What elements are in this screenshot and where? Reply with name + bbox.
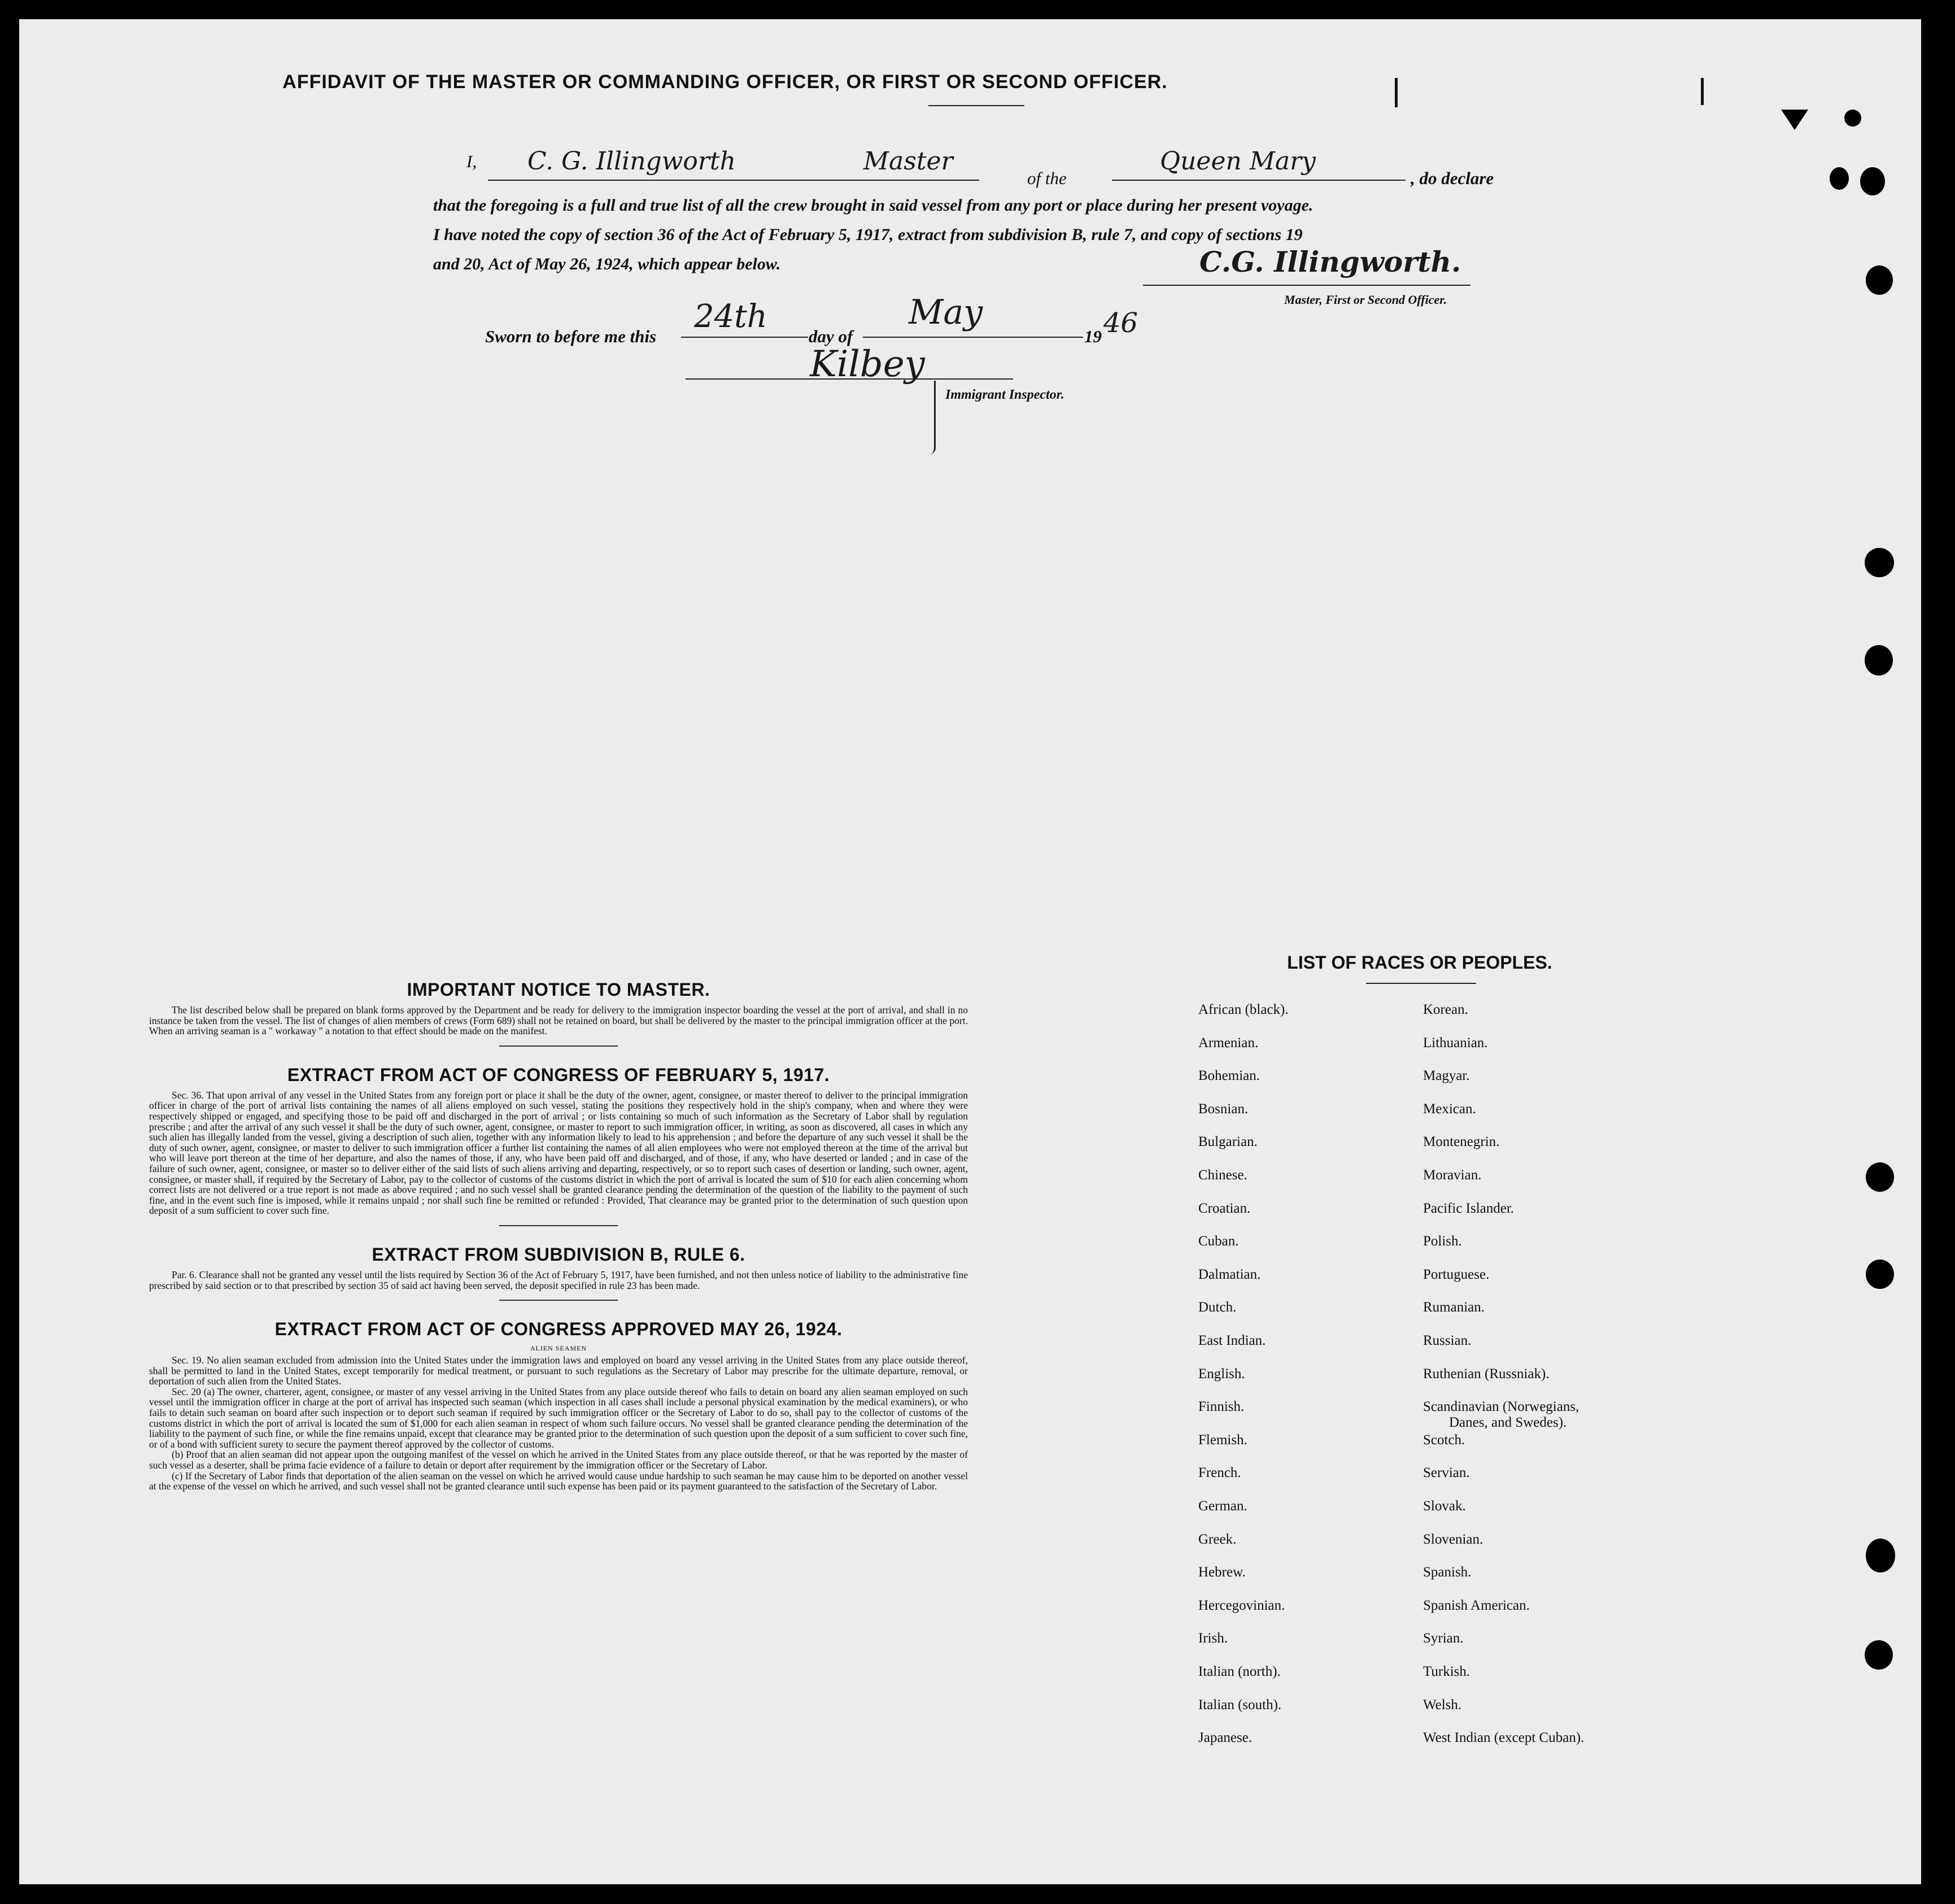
race-item: Bosnian. — [1198, 1101, 1249, 1117]
binder-hole — [1866, 265, 1893, 295]
day-blank — [681, 337, 808, 338]
race-item: Montenegrin. — [1423, 1134, 1500, 1150]
label-sworn: Sworn to before me this — [485, 326, 657, 346]
label-do-declare: , do declare — [1411, 168, 1494, 188]
pen-mark — [1395, 78, 1398, 107]
binder-hole — [1865, 548, 1894, 577]
race-item: Hercegovinian. — [1198, 1597, 1285, 1613]
master-signature: C.G. Illingworth. — [1199, 245, 1461, 278]
document-page — [19, 19, 1921, 1884]
race-item: Finnish. — [1198, 1399, 1245, 1415]
race-item-continuation: Danes, and Swedes). — [1449, 1415, 1567, 1431]
paragraph: (c) If the Secretary of Labor finds that deportation of the alien seaman on the vessel on which he arrived would cause undue hardship to such seaman he may cause him to be deported on another vessel at the expense of the vessel on which he arrived, and such vessel shall not be granted clearance until such expense has been paid or its payment guaranteed to the satisfaction of the Secretary of Labor. — [149, 1470, 968, 1492]
handwritten-day: 24th — [694, 298, 767, 335]
signature-line — [1143, 285, 1470, 286]
handwritten-year: 46 — [1103, 307, 1138, 339]
race-item: Chinese. — [1198, 1167, 1247, 1183]
race-item: Slovak. — [1423, 1498, 1466, 1514]
affidavit-line-4: and 20, Act of May 26, 1924, which appear below. — [433, 255, 781, 273]
race-item: Scotch. — [1423, 1432, 1465, 1448]
race-item: Greek. — [1198, 1531, 1237, 1547]
binder-hole — [1866, 1260, 1894, 1289]
extract-1917-title: EXTRACT FROM ACT OF CONGRESS OF FEBRUARY 5, 1917. — [287, 1064, 830, 1085]
race-item: English. — [1198, 1366, 1245, 1382]
paragraph: Sec. 20 (a) The owner, charterer, agent, consignee, or master of any vessel arriving in the United States from any place outside thereof who fails to detain on board any alien seaman employed on such vessel until the immigration officer in charge at the port of arrival has inspected such seaman (which inspection in all cases shall include a personal physical examination by the medical examiners), or who fails to detain such seaman on board after such inspection or to deport such seaman if required by such immigration officer or the Secretary of Labor to do so, shall pay to the collector of customs of the customs district in which the port of arrival is located the sum of $1,000 for each alien seaman in respect of whom such failure occurs. No vessel shall be granted clearance pending the determination of the liability to the payment of such fine, or while the fine remains unpaid, except that clearance may be granted prior to the determination of such question upon the deposit of a sum sufficient to cover such fine, or of a bond with sufficient surety to secure the payment thereof approved by the collector of customs. — [149, 1385, 968, 1450]
inspector-signature-line — [686, 378, 1013, 380]
race-item: Bulgarian. — [1198, 1134, 1258, 1150]
extract-1917-body: Sec. 36. That upon arrival of any vessel in the United States from any foreign port or place it shall be the duty of the owner, agent, consignee, or master thereof to deliver to the principal immigration officer in charge of the port of arrival lists containing the names of all aliens employed on such vessel, stating the positions they respectively hold in the ship's company, when and where they were respectively shipped or engaged, and specifying those to be paid off and discharged in the port of arrival ; or lists containing so much of such information as the Secretary of Labor shall by regulation prescribe ; and after the arrival of any such vessel it shall be the duty of such owner, agent, consignee, or master to report to such immigration officer, in writing, as soon as discovered, all cases in which any such alien has illegally landed from the vessel, giving a description of such alien, together with any information likely to lead to his apprehension ; and before the departure of any such vessel it shall be the duty of such owner, agent, consignee, or master to deliver to such immigration officer a further list containing the names of all alien employees who were not employed thereon at the time of the arrival but who will leave port thereon at the time of her departure, and also the names of those, if any, who have been paid off and discharged, and of those, if any, who have deserted or landed ; and in case of the failure of such owner, agent, consignee, or master so to deliver either of the said lists of such aliens arriving and departing, respectively, or so to report such cases of desertion or landing, such owner, agent, consignee, or master shall, if required by the Secretary of Labor, pay to the collector of customs of the customs district in which the port of arrival is located the sum of $10 for each alien concerning whom correct lists are not delivered or a true report is not made as above required ; and no such vessel shall be granted clearance pending the determination of the question of the liability to the payment of such fine, and in the event such fine is imposed, while it remains unpaid ; nor shall such fine be remitted or refunded : Provided, That clearance may be granted prior to the determination of such question upon deposit of a sum sufficient to cover such fine. — [149, 1089, 968, 1217]
race-item: African (black). — [1198, 1002, 1289, 1017]
races-title-underline — [1366, 983, 1476, 984]
title-underline — [928, 105, 1024, 106]
race-item: West Indian (except Cuban). — [1423, 1730, 1585, 1746]
race-item: Armenian. — [1198, 1035, 1259, 1051]
name-blank — [488, 180, 979, 181]
binder-hole — [1866, 1162, 1894, 1192]
races-title: LIST OF RACES OR PEOPLES. — [1287, 952, 1552, 973]
signature-tail — [930, 381, 936, 454]
extract-rule6-title: EXTRACT FROM SUBDIVISION B, RULE 6. — [372, 1244, 745, 1265]
race-item: Slovenian. — [1423, 1531, 1483, 1547]
race-item: Irish. — [1198, 1631, 1228, 1646]
punch-mark — [1781, 110, 1808, 130]
binder-hole — [1865, 645, 1893, 676]
race-item: German. — [1198, 1498, 1247, 1514]
extract-1924-title: EXTRACT FROM ACT OF CONGRESS APPROVED MAY 26, 1924. — [274, 1319, 843, 1340]
label-year-prefix: 19 — [1084, 326, 1102, 346]
race-item: Scandinavian (Norwegians, — [1423, 1399, 1579, 1415]
handwritten-month: May — [909, 293, 983, 332]
race-item: Spanish. — [1423, 1565, 1472, 1580]
race-item: Bohemian. — [1198, 1068, 1260, 1084]
signature-caption: Master, First or Second Officer. — [1284, 293, 1447, 307]
binder-hole — [1844, 110, 1861, 127]
binder-hole — [1865, 1640, 1893, 1670]
paragraph: (b) Proof that an alien seaman did not appear upon the outgoing manifest of the vessel on which he arrived in the United States from any place outside thereof, or that he was reported by the master of such vessel as a deserter, shall be prima facie evidence of a failure to detain or deport after requirement by the immigration officer or the Secretary of Labor. — [149, 1449, 968, 1471]
pen-mark — [1701, 78, 1704, 105]
race-item: Turkish. — [1423, 1664, 1470, 1679]
handwritten-rank: Master — [863, 147, 953, 176]
separator — [499, 1045, 618, 1047]
race-item: Welsh. — [1423, 1697, 1462, 1713]
inspector-signature: Kilbey — [810, 343, 925, 385]
binder-hole — [1866, 1539, 1895, 1572]
race-item: Flemish. — [1198, 1432, 1247, 1448]
label-of-the: of the — [1027, 168, 1067, 188]
race-item: Dalmatian. — [1198, 1266, 1261, 1282]
race-item: Croatian. — [1198, 1200, 1251, 1216]
race-item: Italian (north). — [1198, 1664, 1281, 1679]
race-item: Russian. — [1423, 1333, 1472, 1348]
race-item: Cuban. — [1198, 1234, 1239, 1249]
separator — [499, 1300, 618, 1301]
race-item: Italian (south). — [1198, 1697, 1282, 1713]
label-day-of: day of — [809, 326, 853, 346]
race-item: Ruthenian (Russniak). — [1423, 1366, 1550, 1382]
extract-rule6-body: Par. 6. Clearance shall not be granted any vessel until the lists required by Section 36 of the Act of February 5, 1917, have been furnished, and not then unless notice of liability to the administrative fine prescribed by said section or to that prescribed by section 35 of said act having been served, the deposit specified in rule 23 has been made. — [149, 1269, 968, 1291]
ship-blank — [1112, 180, 1406, 181]
affidavit-title: AFFIDAVIT OF THE MASTER OR COMMANDING OFFICER, OR FIRST OR SECOND OFFICER. — [282, 71, 1168, 93]
affidavit-line-2: that the foregoing is a full and true list of all the crew brought in said vessel from any port or place during her present voyage. — [433, 196, 1313, 215]
handwritten-name: C. G. Illingworth — [527, 147, 736, 176]
notice-title: IMPORTANT NOTICE TO MASTER. — [407, 979, 710, 1000]
race-item: Rumanian. — [1423, 1300, 1485, 1315]
race-item: Moravian. — [1423, 1167, 1482, 1183]
handwritten-ship: Queen Mary — [1160, 147, 1316, 176]
notice-block — [149, 979, 968, 1492]
extract-1924-subtitle: ALIEN SEAMEN — [530, 1344, 587, 1353]
race-item: Pacific Islander. — [1423, 1200, 1515, 1216]
race-item: Japanese. — [1198, 1730, 1253, 1746]
race-item: Hebrew. — [1198, 1565, 1246, 1580]
race-item: Polish. — [1423, 1234, 1462, 1249]
binder-hole — [1860, 167, 1885, 195]
race-item: Mexican. — [1423, 1101, 1476, 1117]
extract-1924-body — [149, 1355, 968, 1492]
binder-hole — [1830, 167, 1849, 190]
race-item: Korean. — [1423, 1002, 1468, 1017]
race-item: East Indian. — [1198, 1333, 1266, 1348]
label-i: I, — [466, 151, 477, 171]
race-item: Syrian. — [1423, 1631, 1464, 1646]
race-item: Dutch. — [1198, 1300, 1237, 1315]
race-item: Magyar. — [1423, 1068, 1470, 1084]
separator — [499, 1225, 618, 1226]
race-item: Servian. — [1423, 1465, 1470, 1481]
race-item: Portuguese. — [1423, 1266, 1490, 1282]
race-item: Lithuanian. — [1423, 1035, 1488, 1051]
month-blank — [863, 337, 1083, 338]
paragraph: Sec. 19. No alien seaman excluded from admission into the United States under the immigration laws and employed on board any vessel arriving in the United States from any place outside thereof, shall be permitted to land in the United States, except temporarily for medical treatment, or pursuant to such regulations as the Secretary of Labor may prescribe for the ultimate departure, removal, or deportation of such alien from the United States. — [149, 1354, 968, 1387]
affidavit-line-3: I have noted the copy of section 36 of the Act of February 5, 1917, extract from subdivision B, rule 7, and copy of sections 19 — [433, 225, 1303, 244]
notice-body: The list described below shall be prepared on blank forms approved by the Department and be ready for delivery to the immigration inspector boarding the vessel at the port of arrival, and shall in no instance be taken from the vessel. The list of changes of alien members of crews (Form 689) shall not be retained on board, but shall be delivered by the master to the principal immigration officer at the port. When an arriving seaman is a " workaway " a notation to that effect should be made on the manifest. — [149, 1004, 968, 1037]
race-item: French. — [1198, 1465, 1241, 1481]
inspector-caption: Immigrant Inspector. — [945, 387, 1064, 402]
race-item: Spanish American. — [1423, 1597, 1530, 1613]
